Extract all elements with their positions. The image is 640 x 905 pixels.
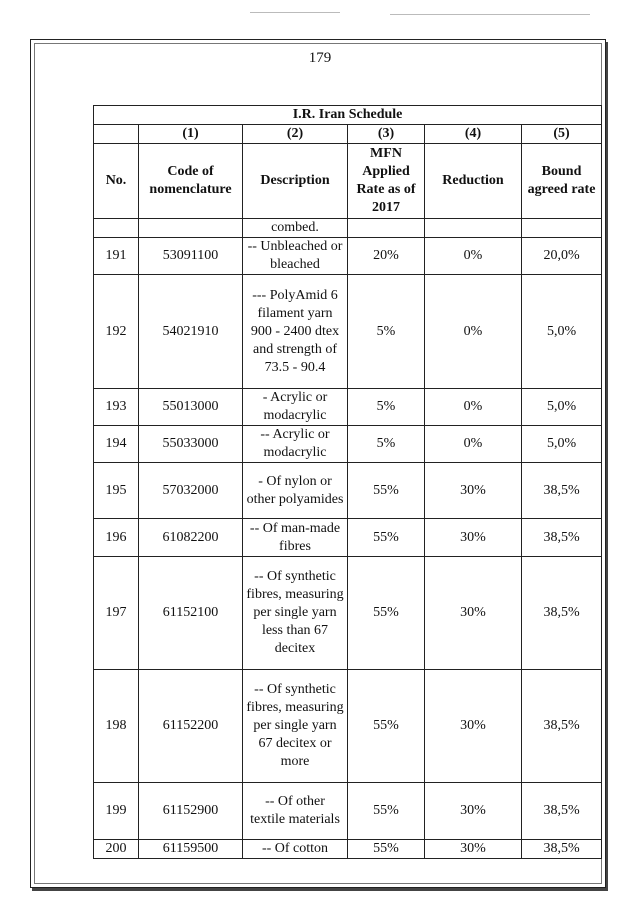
row-bound-rate: 38,5% <box>522 783 602 840</box>
row-bound-rate: 38,5% <box>522 463 602 519</box>
row-code: 61082200 <box>139 519 243 557</box>
row-description: - Acrylic or modacrylic <box>243 389 348 426</box>
row-mfn-rate: 5% <box>348 426 425 463</box>
row-code: 57032000 <box>139 463 243 519</box>
row-number: 200 <box>94 840 139 859</box>
table-row <box>94 783 602 840</box>
column-index: (3) <box>348 125 425 144</box>
row-description: -- Of man-made fibres <box>243 519 348 557</box>
row-mfn-rate: 55% <box>348 670 425 783</box>
row-number: 198 <box>94 670 139 783</box>
row-mfn-rate: 55% <box>348 783 425 840</box>
row-description: -- Acrylic or modacrylic <box>243 426 348 463</box>
row-code: 55033000 <box>139 426 243 463</box>
header-mfn-rate: MFN Applied Rate as of 2017 <box>348 144 425 219</box>
row-reduction: 0% <box>425 275 522 389</box>
row-mfn-rate: 55% <box>348 840 425 859</box>
scan-mark <box>250 12 340 13</box>
row-mfn-rate: 5% <box>348 275 425 389</box>
table-row <box>94 238 602 275</box>
row-number: 191 <box>94 238 139 275</box>
table-row-continued <box>94 219 602 238</box>
row-reduction: 0% <box>425 389 522 426</box>
row-description: -- Of cotton <box>243 840 348 859</box>
header-no: No. <box>94 144 139 219</box>
column-index: (1) <box>139 125 243 144</box>
row-code: 54021910 <box>139 275 243 389</box>
header-bound-rate: Bound agreed rate <box>522 144 602 219</box>
row-code: 53091100 <box>139 238 243 275</box>
row-mfn-rate: 5% <box>348 389 425 426</box>
row-code: 61152900 <box>139 783 243 840</box>
row-reduction: 0% <box>425 238 522 275</box>
column-index: (2) <box>243 125 348 144</box>
row-reduction: 30% <box>425 463 522 519</box>
table-row <box>94 426 602 463</box>
header-code: Code of nomenclature <box>139 144 243 219</box>
row-code: 61159500 <box>139 840 243 859</box>
row-bound-rate: 5,0% <box>522 275 602 389</box>
row-number: 195 <box>94 463 139 519</box>
row-description: -- Unbleached or bleached <box>243 238 348 275</box>
row-mfn-rate: 20% <box>348 238 425 275</box>
row-mfn-rate: 55% <box>348 463 425 519</box>
row-reduction: 30% <box>425 670 522 783</box>
page-number: 179 <box>308 50 332 66</box>
row-reduction: 30% <box>425 557 522 670</box>
row-reduction: 30% <box>425 783 522 840</box>
row-number: 193 <box>94 389 139 426</box>
row-description: - Of nylon or other polyamides <box>243 463 348 519</box>
row-number: 197 <box>94 557 139 670</box>
header-reduction: Reduction <box>425 144 522 219</box>
row-reduction: 30% <box>425 840 522 859</box>
row-number: 196 <box>94 519 139 557</box>
row-code: 61152100 <box>139 557 243 670</box>
row-number: 199 <box>94 783 139 840</box>
scan-mark <box>390 14 590 15</box>
column-index <box>94 125 139 144</box>
row-reduction: 0% <box>425 426 522 463</box>
row-mfn-rate: 55% <box>348 557 425 670</box>
row-number: 192 <box>94 275 139 389</box>
table-row <box>94 275 602 389</box>
column-index: (5) <box>522 125 602 144</box>
row-code: 55013000 <box>139 389 243 426</box>
row-bound-rate: 5,0% <box>522 426 602 463</box>
table-row <box>94 670 602 783</box>
row-code: 61152200 <box>139 670 243 783</box>
table-title: I.R. Iran Schedule <box>94 106 602 125</box>
schedule-table <box>93 105 602 859</box>
row-reduction: 30% <box>425 519 522 557</box>
table-row <box>94 840 602 859</box>
column-index: (4) <box>425 125 522 144</box>
row-bound-rate: 38,5% <box>522 670 602 783</box>
table-row <box>94 463 602 519</box>
row-number: 194 <box>94 426 139 463</box>
row-mfn-rate: 55% <box>348 519 425 557</box>
table-row <box>94 389 602 426</box>
row-bound-rate: 38,5% <box>522 840 602 859</box>
row-description: -- Of synthetic fibres, measuring per single yarn 67 decitex or more <box>243 670 348 783</box>
header-description: Description <box>243 144 348 219</box>
row-description: --- PolyAmid 6 filament yarn 900 - 2400 dtex and strength of 73.5 - 90.4 <box>243 275 348 389</box>
row-bound-rate: 38,5% <box>522 557 602 670</box>
row-bound-rate: 5,0% <box>522 389 602 426</box>
row-bound-rate: 20,0% <box>522 238 602 275</box>
row-bound-rate: 38,5% <box>522 519 602 557</box>
table-row <box>94 557 602 670</box>
row-description: -- Of synthetic fibres, measuring per single yarn less than 67 decitex <box>243 557 348 670</box>
continued-description: combed. <box>243 219 348 238</box>
row-description: -- Of other textile materials <box>243 783 348 840</box>
table-row <box>94 519 602 557</box>
